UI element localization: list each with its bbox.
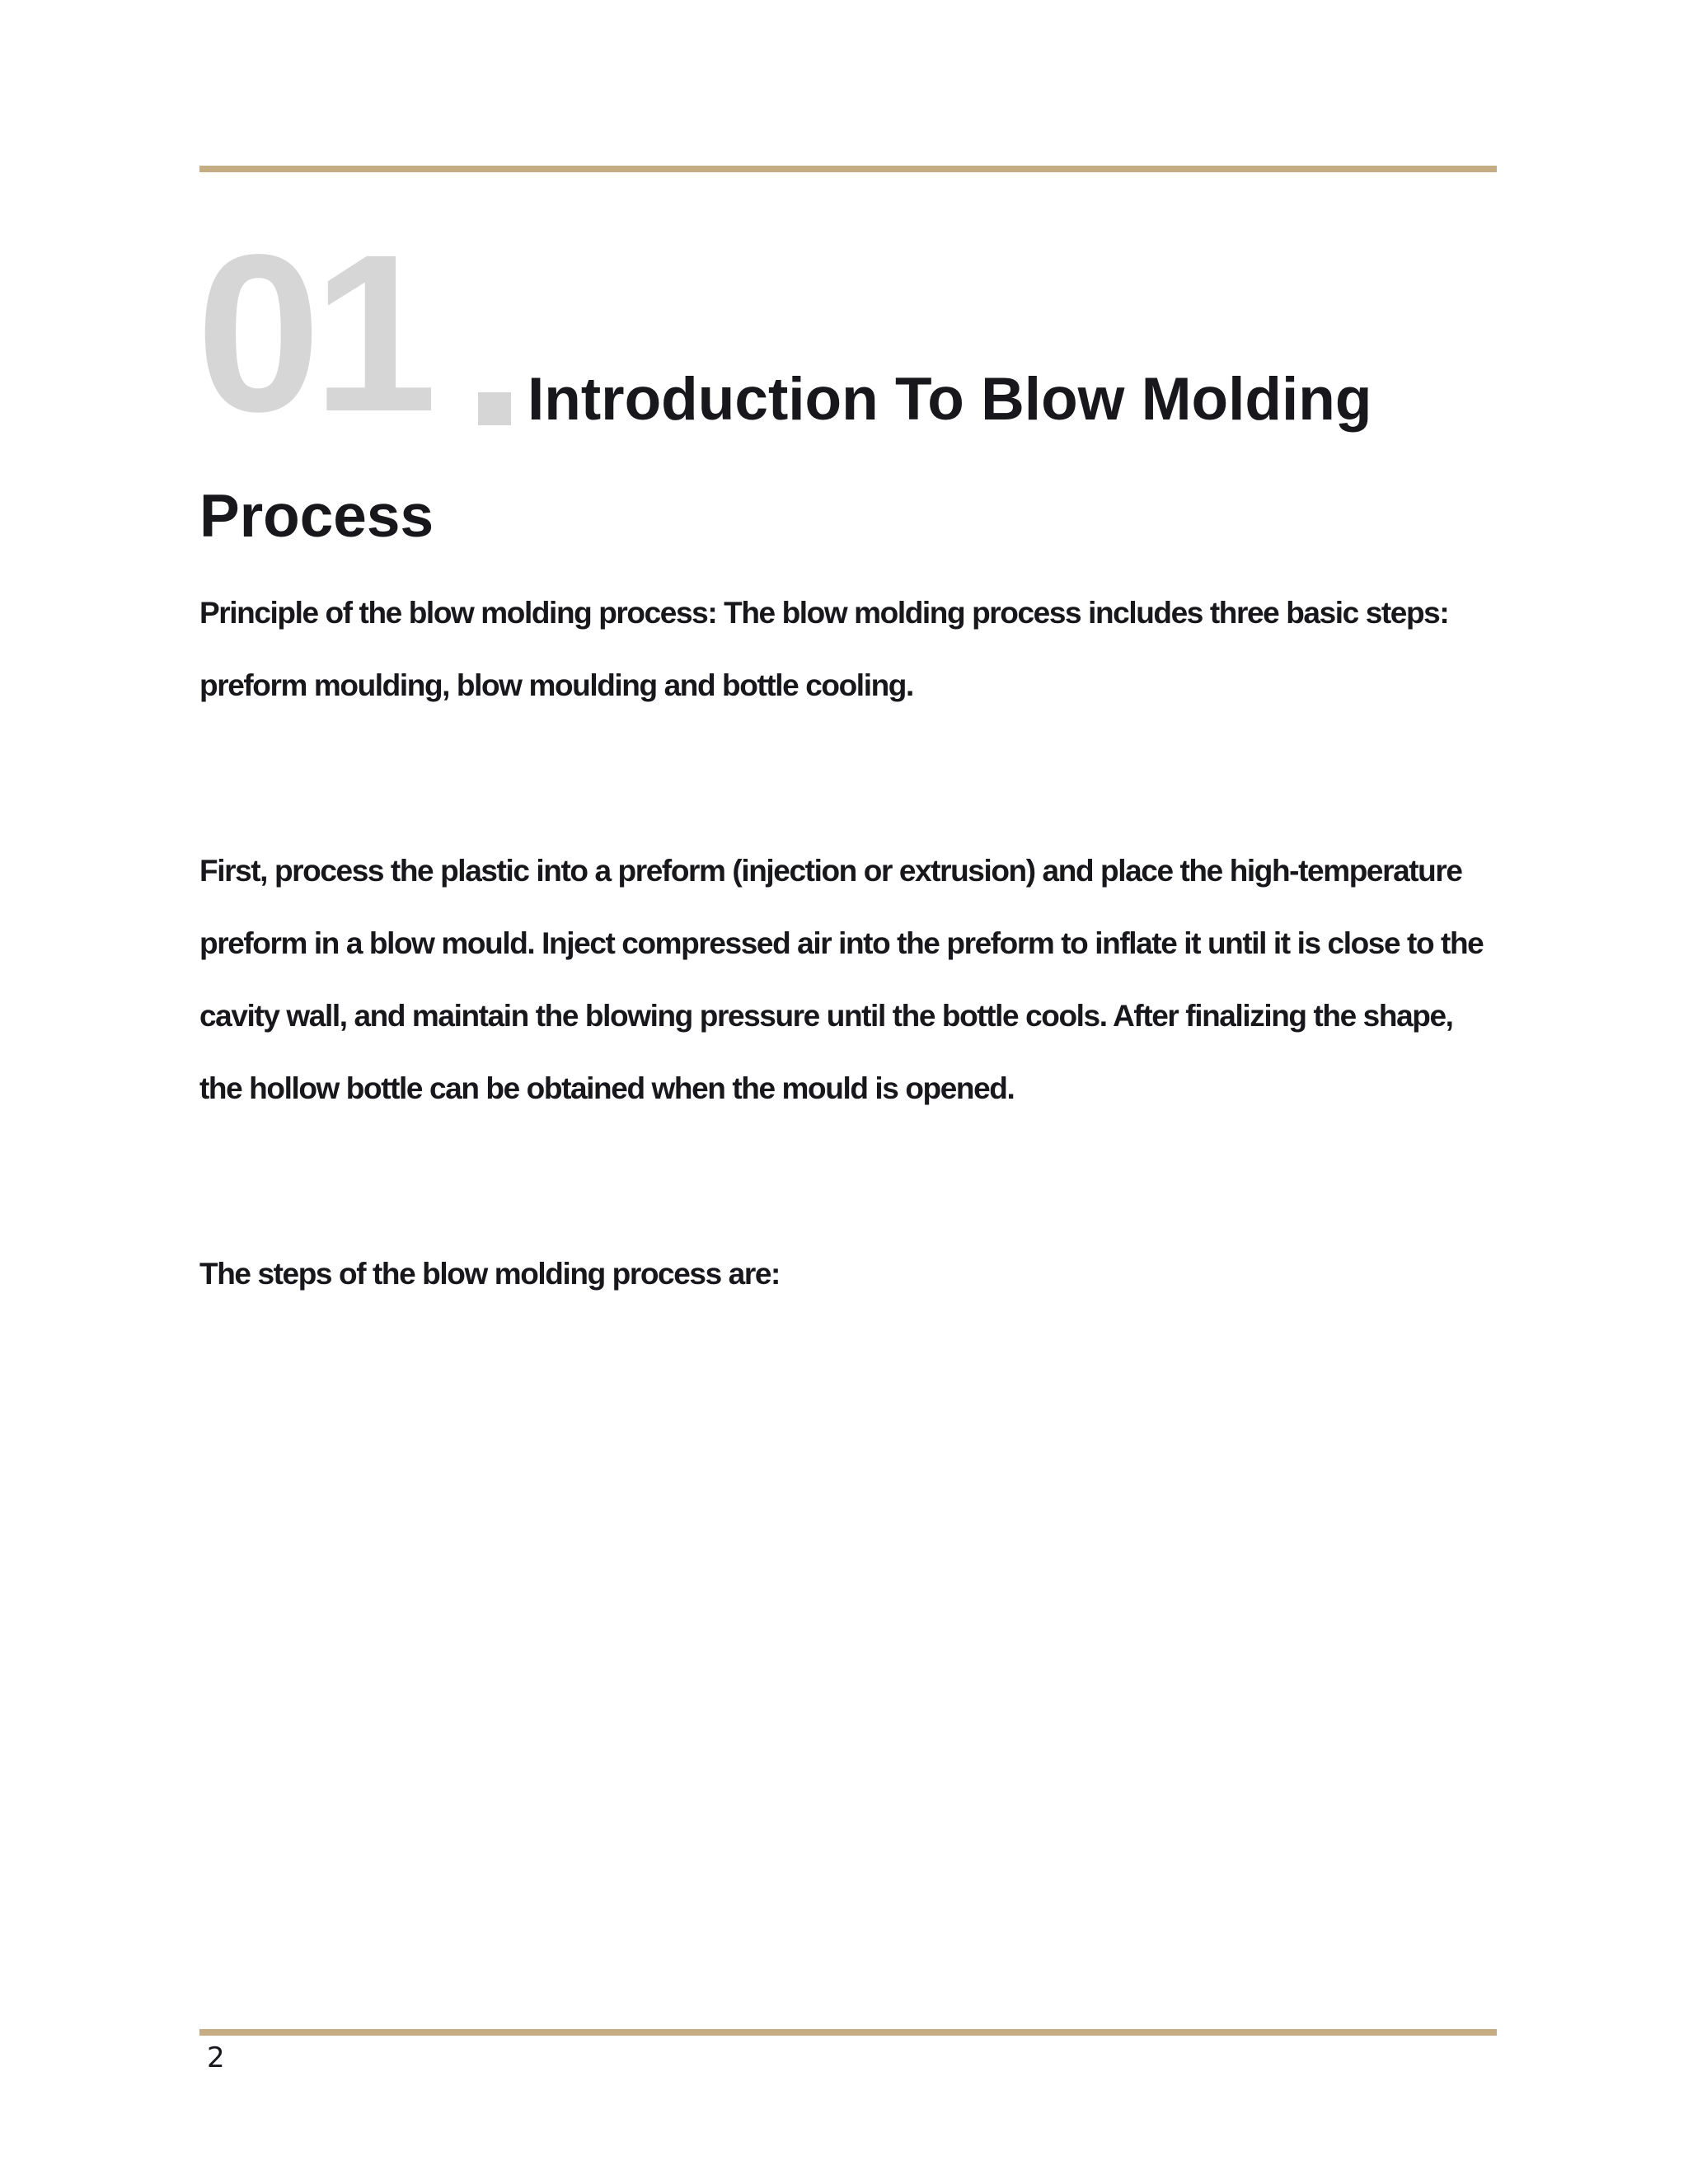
top-rule bbox=[199, 166, 1497, 172]
chapter-number: 01 bbox=[196, 208, 429, 458]
bottom-rule bbox=[199, 2029, 1497, 2036]
paragraph-principle: Principle of the blow molding process: The blow molding process includes three basic steps: preform moulding, blow moulding and bottle cooling. bbox=[199, 596, 1449, 702]
paragraph-process-description: First, process the plastic into a preform (injection or extrusion) and place the high-temperature preform in a blow mould. Inject compressed air into the preform to inflate it until it is close to the cavity wall, and maintain the blowing pressure until the bottle cools. After finalizing the shape, the hollow bottle can be obtained when the mould is opened. bbox=[199, 854, 1484, 1105]
page-title-continued: Process bbox=[199, 483, 434, 550]
paragraph-steps-intro: The steps of the blow molding process are: bbox=[199, 1257, 780, 1291]
page-title: Introduction To Blow Molding bbox=[528, 366, 1372, 433]
page-number: 2 bbox=[207, 2041, 225, 2074]
chapter-square-marker bbox=[478, 392, 511, 425]
